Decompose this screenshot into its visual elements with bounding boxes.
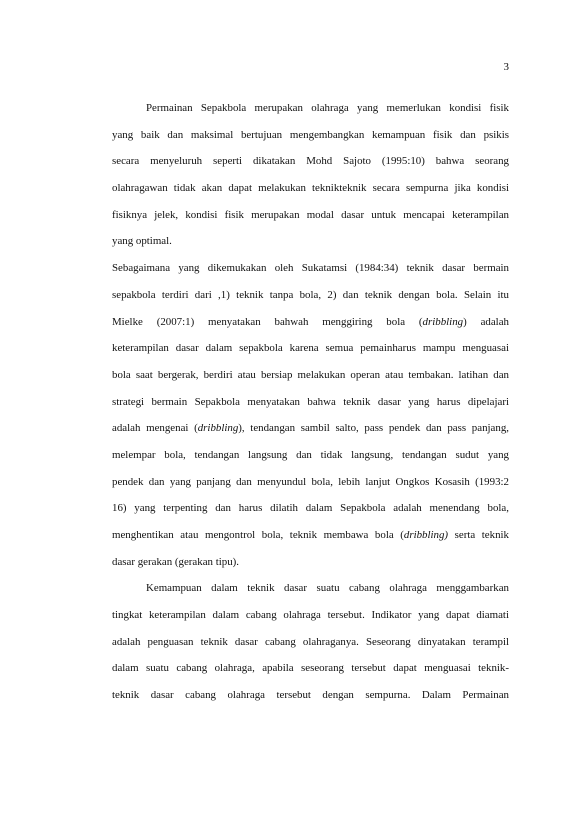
text-segment: bola saat bergerak, berdiri atau bersiap melakukan operan atau tembakan. latihan dan <box>112 368 509 381</box>
text-segment: yang baik dan maksimal bertujuan mengembangkan kemampuan fisik dan psikis <box>112 128 509 141</box>
text-segment: ) adalah <box>463 315 509 328</box>
text-segment: adalah penguasan teknik dasar cabang olahraganya. Seseorang dinyatakan terampil <box>112 635 509 648</box>
text-segment: Sebagaimana yang dikemukakan oleh Sukatamsi (1984:34) teknik dasar bermain <box>112 262 509 275</box>
text-segment: fisiknya jelek, kondisi fisik merupakan modal dasar untuk mencapai keterampilan <box>112 208 509 221</box>
text-segment: melempar bola, tendangan langsung dan tidak langsung, tendangan sudut yang <box>112 448 509 461</box>
text-segment: Kemampuan dalam teknik dasar suatu cabang olahraga menggambarkan <box>146 582 509 595</box>
text-segment: strategi bermain Sepakbola menyatakan bahwa teknik dasar yang harus dipelajari <box>112 395 509 408</box>
text-segment: secara menyeluruh seperti dikatakan Mohd Sajoto (1995:10) bahwa seorang <box>112 155 509 168</box>
text-line <box>112 602 509 629</box>
text-segment: adalah mengenai ( <box>112 422 198 435</box>
italic-term: dribbling <box>197 422 239 435</box>
text-line <box>112 442 509 469</box>
text-line <box>112 95 509 122</box>
text-segment: olahragawan tidak akan dapat melakukan teknikteknik secara sempurna jika kondisi <box>112 182 509 195</box>
text-line <box>112 655 509 682</box>
text-line <box>112 575 509 602</box>
text-segment: sepakbola terdiri dari ,1) teknik tanpa bola, 2) dan teknik dengan bola. Selain itu <box>112 288 509 301</box>
text-line <box>112 335 509 362</box>
text-segment: serta teknik <box>448 529 509 541</box>
text-line <box>112 495 509 522</box>
text-line <box>112 469 509 496</box>
text-line <box>112 389 509 416</box>
text-line <box>112 309 509 336</box>
text-segment: yang optimal. <box>112 235 172 248</box>
text-segment: dasar gerakan (gerakan tipu). <box>112 555 239 568</box>
text-line <box>112 549 509 576</box>
italic-term: dribbling) <box>403 529 449 541</box>
text-line <box>112 282 509 309</box>
text-segment: 16) yang terpenting dan harus dilatih dalam Sepakbola adalah menendang bola, <box>112 502 509 515</box>
text-line <box>112 629 509 656</box>
text-segment: pendek dan yang panjang dan menyundul bola, lebih lanjut Ongkos Kosasih (1993:2 <box>112 475 509 488</box>
text-line <box>112 255 509 282</box>
text-segment: menghentikan atau mengontrol bola, teknik membawa bola ( <box>112 529 404 541</box>
body-text <box>112 95 509 709</box>
text-line <box>112 202 509 229</box>
text-line <box>112 148 509 175</box>
text-segment: ), tendangan sambil salto, pass pendek dan pass panjang, <box>238 422 509 435</box>
italic-term: dribbling <box>422 315 464 328</box>
text-segment: dalam suatu cabang olahraga, apabila seseorang tersebut dapat menguasai teknik- <box>112 662 509 675</box>
text-segment: keterampilan dasar dalam sepakbola karena semua pemainharus mampu menguasai <box>112 342 509 355</box>
text-line <box>112 228 509 255</box>
text-segment: teknik dasar cabang olahraga tersebut dengan sempurna. Dalam Permainan <box>112 689 509 702</box>
text-line <box>112 415 509 442</box>
text-segment: Permainan Sepakbola merupakan olahraga yang memerlukan kondisi fisik <box>146 102 509 114</box>
text-line <box>112 362 509 389</box>
text-line <box>112 522 509 549</box>
page-number: 3 <box>503 61 509 73</box>
text-line <box>112 682 509 709</box>
text-segment: Mielke (2007:1) menyatakan bahwah menggiring bola ( <box>112 315 423 328</box>
text-segment: tingkat keterampilan dalam cabang olahraga tersebut. Indikator yang dapat diamati <box>112 609 509 622</box>
text-line <box>112 122 509 149</box>
text-line <box>112 175 509 202</box>
